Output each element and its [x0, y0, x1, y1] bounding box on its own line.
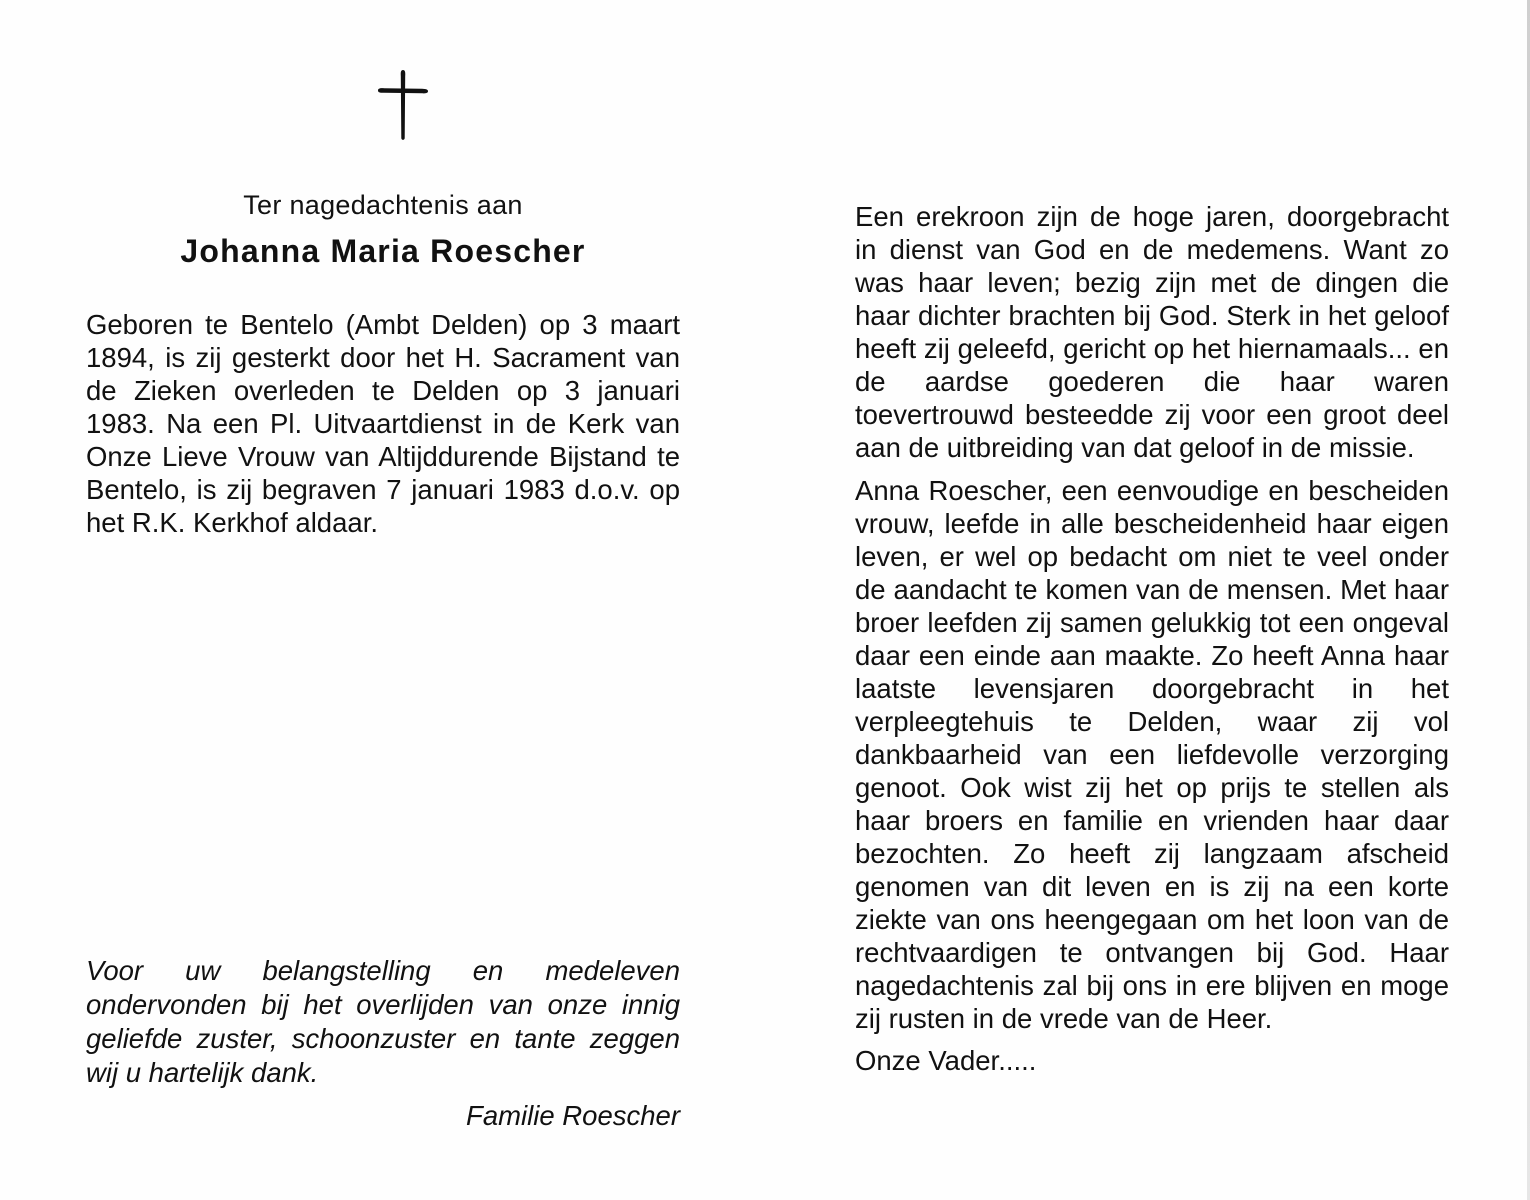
cross-icon [376, 68, 430, 142]
prayer-line: Onze Vader..... [855, 1045, 1037, 1076]
tribute-paragraph-2: Anna Roescher, een eenvoudige en bescheiden vrouw, leefde in alle bescheidenheid haar eigen leven, er wel op bedacht om niet te veel onder de aandacht te komen van de mensen. Met haar broer leefden zij samen gelukkig tot een ongeval daar een einde aan maakte. Zo heeft Anna haar laatste levensjaren doorgebracht in het verpleegtehuis te Delden, waar zij vol dankbaarheid van een liefdevolle verzorging genoot. Ook wist zij het op prijs te stellen als haar broers en familie en vrienden haar daar bezochten. Zo heeft zij langzaam afscheid genomen van dit leven en is zij na een korte ziekte van ons heengegaan om het loon van de rechtvaardigen te ontvangen bij God. Haar nagedachtenis zal bij ons in ere blijven en moge zij rusten in de vrede van de Heer. [855, 475, 1449, 1034]
right-column [855, 200, 1449, 1105]
deceased-name: Johanna Maria Roescher [180, 233, 586, 269]
family-signature: Familie Roescher [466, 1100, 680, 1131]
memorial-intro: Ter nagedachtenis aan [243, 190, 523, 220]
birth-death-paragraph: Geboren te Bentelo (Ambt Delden) op 3 maart 1894, is zij gesterkt door het H. Sacrament van de Zieken overleden te Delden op 3 januari 1983. Na een Pl. Uitvaartdienst in de Kerk van Onze Lieve Vrouw van Altijddurende Bijstand te Bentelo, is zij begraven 7 januari 1983 d.o.v. op het R.K. Kerkhof aldaar. [86, 309, 680, 538]
left-column [86, 190, 680, 539]
thanks-paragraph: Voor uw belangstelling en medeleven ondervonden bij het overlijden van onze innig geliefde zuster, schoonzuster en tante zeggen wij u hartelijk dank. [86, 955, 680, 1088]
tribute-paragraph-1: Een erekroon zijn de hoge jaren, doorgebracht in dienst van God en de medemens. Want zo was haar leven; bezig zijn met de dingen die haar dichter brachten bij God. Sterk in het geloof heeft zij geleefd, gericht op het hiernamaals... en de aardse goederen die haar waren toevertrouwd besteedde zij voor een groot deel aan de uitbreiding van dat geloof in de missie. [855, 201, 1449, 463]
